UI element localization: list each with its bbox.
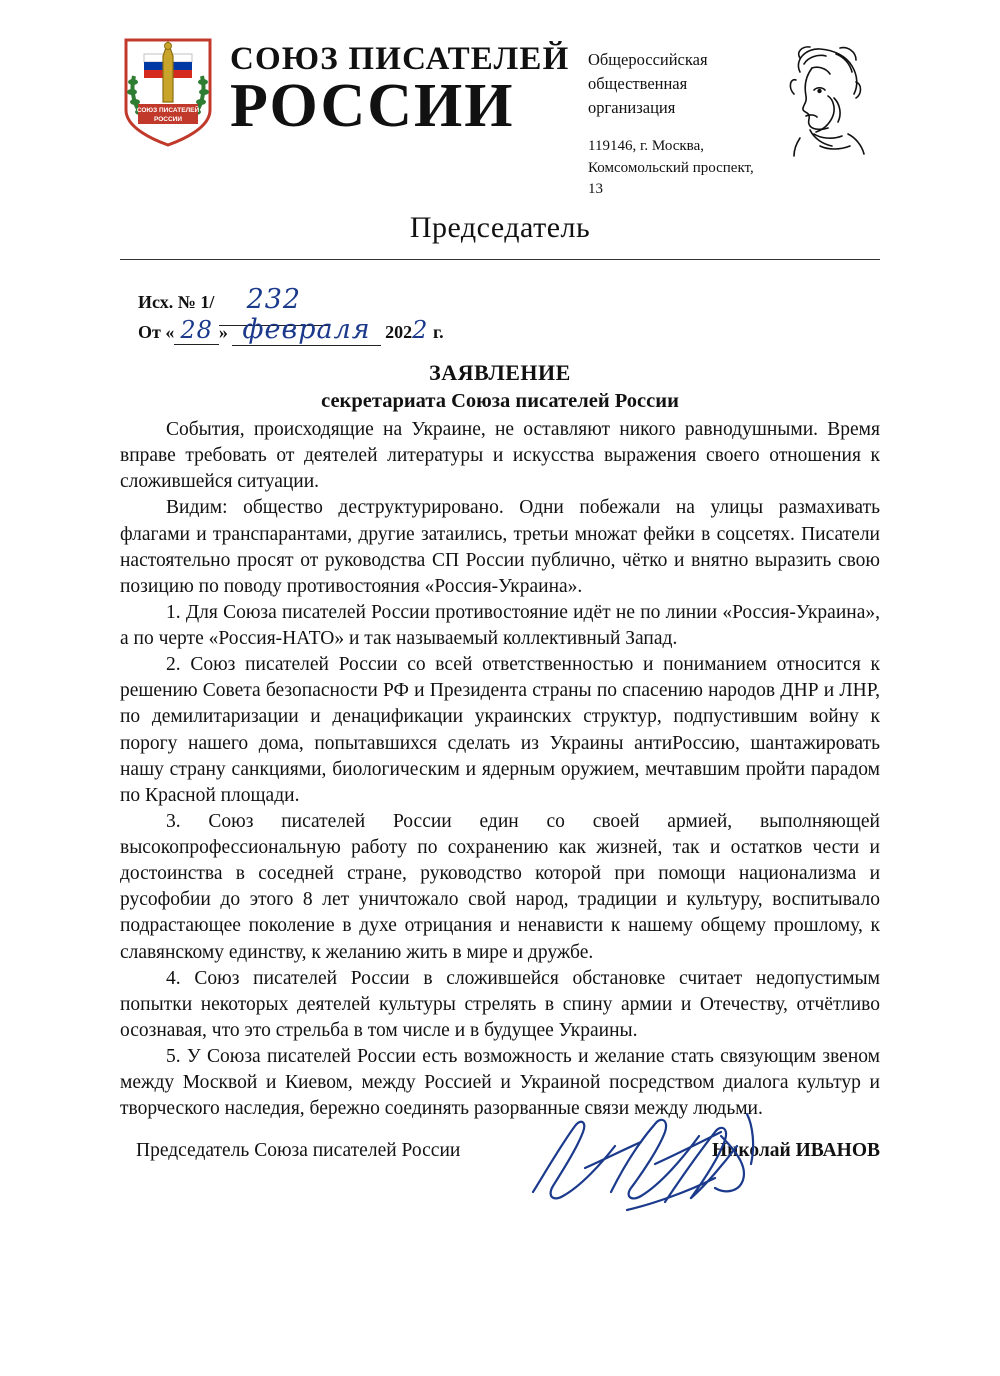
svg-text:РОССИИ: РОССИИ (153, 116, 183, 123)
outgoing-number-row (138, 274, 880, 316)
outgoing-number-value: 232 (219, 274, 329, 326)
date-day-value: 28 (174, 316, 219, 345)
document-body (120, 417, 880, 1122)
paragraph: Видим: общество деструктурировано. Одни побежали на улицы размахивать флагами и транспарантами, другие затаились, третьи множат фейки в соцсетях. Писатели настоятельно просят от руководства СП России публично, чётко и внятно выразить свою позицию по поводу противостояния «Россия-Украина». (120, 497, 880, 597)
paragraph: 1. Для Союза писателей России противостояние идёт не по линии «Россия-Украина», а по черте «Россия-НАТО» и так называемый коллективный Запад. (120, 601, 880, 650)
date-quote-close: » (218, 322, 228, 343)
paragraph: 3. Союз писателей России един со своей армией, выполняющей высокопрофессиональную работу по сохранению как жизней, так и остатков чести и достоинства в соседней стране, руководство которой при помощи национализма и русофобии до этого 8 лет уничтожало свой народ, традиции и культуру, воспитывало подрастающее поколение в духе отрицания и ненависти к нашему общему прошлому, к славянскому единству, к желанию жить в мире и дружбе. (120, 810, 880, 963)
org-type-line2: общественная организация (588, 73, 688, 117)
svg-text:СОЮЗ ПИСАТЕЛЕЙ: СОЮЗ ПИСАТЕЛЕЙ (136, 107, 200, 114)
pushkin-profile-icon (770, 36, 880, 158)
reference-block (120, 274, 880, 346)
signature-name: Николай ИВАНОВ (711, 1140, 880, 1162)
org-type-line1: Общероссийская (588, 50, 708, 69)
date-prefix-label: От « (138, 322, 175, 343)
paragraph: События, происходящие на Украине, не оставляют никого равнодушными. Время вправе требовать от деятелей литературы и искусства выражения своего отношения к сложившейся ситуации. (120, 419, 880, 493)
org-name-line1: СОЮЗ ПИСАТЕЛЕЙ (230, 41, 570, 77)
address-line1: 119146, г. Москва, (588, 137, 704, 154)
paragraph: 5. У Союза писателей России есть возможность и желание стать связующим звеном между Москвой и Киевом, между Россией и Украиной посредством диалога культур и творческого наследия, бережно соединять разорванные связи между людьми. (120, 1046, 880, 1120)
document-subtitle: секретариата Союза писателей России (321, 390, 679, 413)
letterhead (120, 0, 880, 201)
org-name-line2: РОССИИ (230, 71, 515, 140)
signature-block (120, 1140, 880, 1162)
date-year-prefix: 202 (385, 322, 413, 343)
date-row (138, 304, 880, 346)
chairman-heading: Председатель (409, 211, 591, 245)
paragraph: 4. Союз писателей России в сложившейся обстановке считает недопустимым попытки некоторых деятелей культуры стрелять в спину армии и Отечеству, отчётливо осознавая, что это стрельба в том числе и в будущее Украины. (120, 967, 880, 1041)
organization-meta (574, 36, 756, 201)
handwritten-signature-icon (515, 1106, 815, 1226)
address-line2: Комсомольский проспект, 13 (588, 159, 754, 198)
organization-title (230, 36, 570, 140)
header-divider (120, 259, 880, 260)
date-year-suffix: г. (432, 322, 444, 343)
date-month-value: февраля (232, 314, 380, 346)
outgoing-number-label: Исх. № 1/ (138, 292, 215, 313)
union-emblem (120, 36, 216, 148)
signature-position: Председатель Союза писателей России (136, 1140, 461, 1162)
date-year-digit: 2 (412, 316, 429, 345)
paragraph: 2. Союз писателей России со всей ответственностью и пониманием относится к решению Совета безопасности РФ и Президента страны по спасению народов ДНР и ЛНР, по демилитаризации и денацификации украинских структур, подпустившим войну к порогу нашего дома, попытавшихся сделать из Украины антиРоссию, шантажировать нашу страну санкциями, биологическим и ядерным оружием, мечтавшим пройти парадом по Красной площади. (120, 654, 880, 806)
document-title: ЗАЯВЛЕНИЕ (429, 360, 571, 386)
